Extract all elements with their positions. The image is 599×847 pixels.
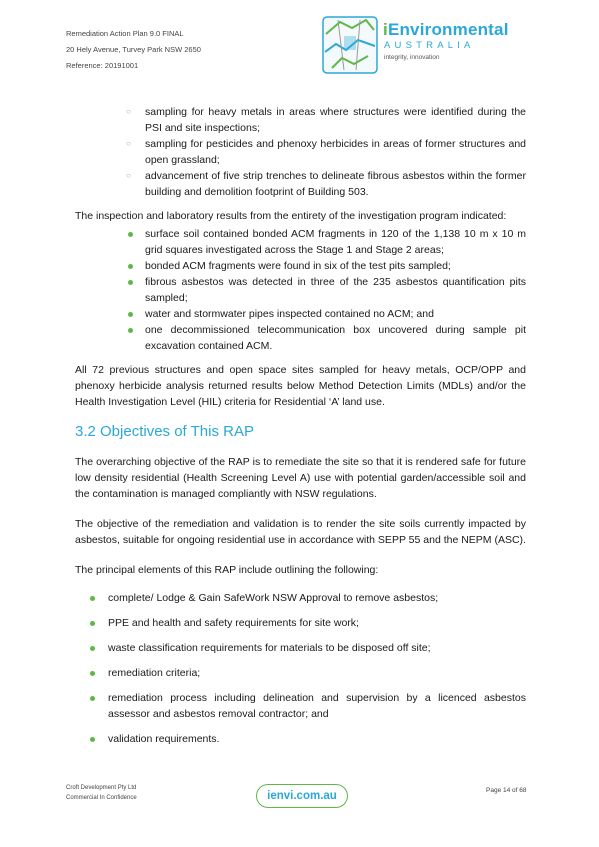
list-item: ○ sampling for pesticides and phenoxy herbicides in areas of former structures and open grassland; — [145, 136, 526, 168]
results-list — [145, 226, 526, 354]
map-logo-icon — [322, 16, 378, 74]
list-item: validation requirements. — [108, 731, 526, 747]
footer-url[interactable]: ienvi.com.au — [256, 784, 348, 808]
site-address: 20 Hely Avenue, Turvey Park NSW 2650 — [66, 45, 201, 54]
page-header — [66, 26, 201, 74]
footer-confidentiality: Commercial In Confidence — [66, 795, 137, 801]
doc-reference: Reference: 20191001 — [66, 61, 139, 70]
page-body — [75, 104, 526, 756]
list-item: complete/ Lodge & Gain SafeWork NSW Approval to remove asbestos; — [108, 590, 526, 606]
summary-paragraph: All 72 previous structures and open space sites sampled for heavy metals, OCP/OPP and phenoxy herbicide analysis returned results below Method Detection Limits (MDLs) and/or the Health Investigation Level (HIL) criteria for Residential ‘A’ land use. — [75, 364, 526, 408]
results-intro: The inspection and laboratory results from the entirety of the investigation program indicated: — [75, 210, 507, 222]
list-item: water and stormwater pipes inspected contained no ACM; and — [145, 306, 526, 322]
elements-list — [108, 590, 526, 747]
list-item: ○ sampling for heavy metals in areas where structures were identified during the PSI and site inspections; — [145, 104, 526, 136]
list-item: remediation process including delineation and supervision by a licenced asbestos assessor and asbestos removal contractor; and — [108, 692, 526, 720]
section-heading: 3.2 Objectives of This RAP — [75, 423, 254, 440]
page-footer-left — [66, 783, 137, 803]
list-item: PPE and health and safety requirements for site work; — [108, 615, 526, 631]
list-item: ○ advancement of five strip trenches to delineate fibrous asbestos within the former building and demolition footprint of Building 503. — [145, 168, 526, 200]
doc-title: Remediation Action Plan 9.0 FINAL — [66, 29, 184, 38]
list-item: waste classification requirements for materials to be disposed off site; — [108, 640, 526, 656]
sampling-sublist — [145, 104, 526, 200]
objective-paragraph-2: The objective of the remediation and validation is to render the site soils currently impacted by asbestos, suitable for ongoing residential use in accordance with SEPP 55 and the NEPM (ASC). — [75, 518, 526, 546]
list-item: bonded ACM fragments were found in six of the test pits sampled; — [145, 258, 526, 274]
list-item: remediation criteria; — [108, 665, 526, 681]
company-logo — [322, 16, 532, 78]
footer-company: Croft Development Pty Ltd — [66, 785, 137, 791]
objective-paragraph-1: The overarching objective of the RAP is to remediate the site so that it is rendered safe for future low density residential (Health Screening Level A) use with potential garden/accessible soil and the contamination is managed compliantly with NSW regulations. — [75, 456, 526, 500]
list-item: surface soil contained bonded ACM fragments in 120 of the 1,138 10 m x 10 m grid squares investigated across the Stage 1 and Stage 2 areas; — [145, 228, 526, 256]
page-number: Page 14 of 68 — [486, 787, 527, 794]
logo-brand: iEnvironmental — [383, 20, 509, 39]
logo-subtitle: AUSTRALIA — [384, 40, 475, 51]
logo-tagline: integrity, innovation — [384, 54, 440, 61]
list-item: one decommissioned telecommunication box uncovered during sample pit excavation contained ACM. — [145, 324, 526, 352]
list-item: fibrous asbestos was detected in three of the 235 asbestos quantification pits sampled; — [145, 276, 526, 304]
elements-intro: The principal elements of this RAP include outlining the following: — [75, 564, 379, 576]
